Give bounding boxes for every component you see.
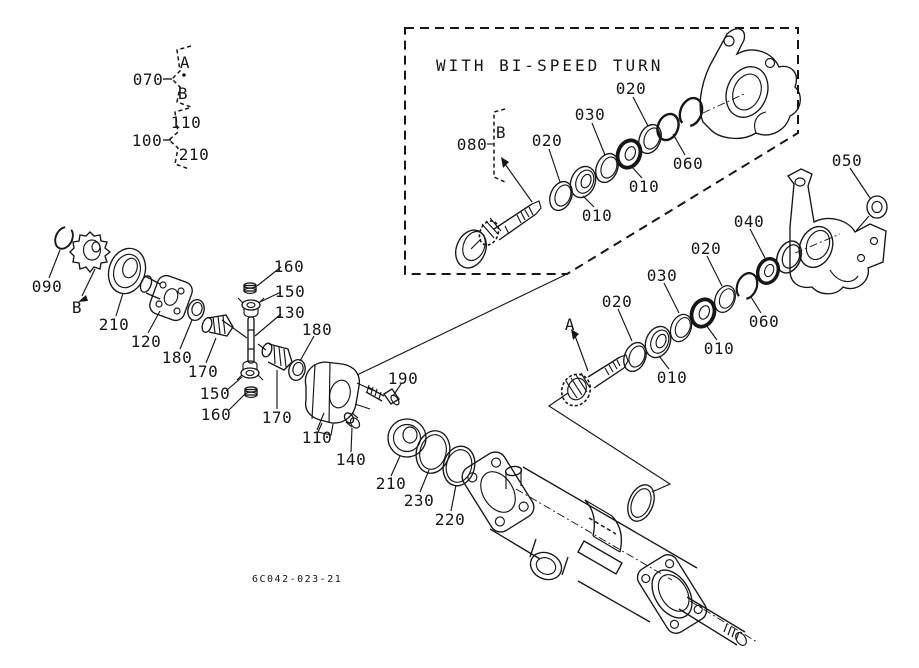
legend-ref-100: 100 [131, 131, 163, 150]
leader-140 [351, 428, 352, 452]
part-shim-inset [654, 111, 683, 144]
callout-190: 190 [387, 369, 419, 388]
part-pin-stack [237, 283, 264, 398]
leader-main-020-1 [618, 309, 632, 341]
leader-230 [420, 470, 429, 492]
callout-inset-010-2: 010 [628, 177, 660, 196]
leader-main-020-2 [707, 256, 722, 286]
pointer-inset-to-diff [357, 275, 565, 375]
leader-160-2 [228, 394, 245, 411]
axle-housing [458, 448, 757, 647]
leader-main-060 [751, 297, 761, 313]
housing-output-shaft [679, 597, 757, 647]
drawing-code: 6C042-023-21 [252, 574, 343, 585]
housing-front-flange [458, 448, 538, 536]
leader-inset-020-1 [549, 149, 560, 182]
callout-main-010-1: 010 [656, 368, 688, 387]
main-arrow-A-line [574, 333, 588, 371]
legend [132, 46, 209, 169]
callout-main-010-2: 010 [703, 339, 735, 358]
callout-main-020-1: 020 [601, 292, 633, 311]
callout-inset-010-1: 010 [581, 206, 613, 225]
callout-180-2: 180 [301, 320, 333, 339]
callout-main-020-2: 020 [690, 239, 722, 258]
part-gearcase-inset [700, 29, 800, 139]
part-spider-shaft-130 [248, 317, 254, 363]
legend-item-210: 210 [178, 145, 210, 164]
callout-inset-020-1: 020 [531, 131, 563, 150]
part-bispeed-gear-B [70, 232, 110, 272]
differential-train [32, 225, 565, 529]
callout-150-1: 150 [274, 282, 306, 301]
callout-left-B: B [71, 298, 83, 317]
housing-top-boss [505, 465, 522, 489]
callout-170-2: 170 [261, 408, 293, 427]
inset-title: WITH BI-SPEED TURN [436, 56, 664, 75]
housing-window-slot [578, 541, 622, 574]
part-snapring-090 [52, 225, 76, 252]
callout-180-1: 180 [161, 348, 193, 367]
callout-inset-060: 060 [672, 154, 704, 173]
callout-left-210: 210 [98, 315, 130, 334]
callout-left-110: 110 [301, 428, 333, 447]
callout-inset-020-2: 020 [615, 79, 647, 98]
part-side-gear-170-2 [260, 342, 292, 370]
part-seal-050 [867, 196, 887, 218]
inset-arrow-B-line [505, 164, 532, 202]
housing-tube-bottom [490, 529, 650, 622]
leader-main-040 [750, 229, 765, 258]
callout-130: 130 [274, 303, 306, 322]
callout-inset-B: B [495, 123, 507, 142]
part-retainer-150-bottom [237, 361, 263, 380]
callout-080: 080 [456, 135, 488, 154]
leader-180-1 [180, 320, 192, 349]
legend-item-B: B [177, 84, 189, 103]
part-nut-160-top [244, 283, 256, 294]
part-bevel-shaft-bispeed [450, 201, 541, 273]
part-retainer-150-top [238, 298, 264, 317]
part-nut-160-bottom [245, 387, 257, 398]
callout-090: 090 [31, 277, 63, 296]
leader-inset-030 [592, 123, 605, 155]
axis-line-spider [222, 320, 266, 350]
part-washer-180-2 [287, 358, 308, 382]
callout-210-2: 210 [375, 474, 407, 493]
leader-130 [255, 314, 281, 336]
legend-ref-070: 070 [132, 70, 164, 89]
leader-left-210 [116, 293, 123, 316]
callout-150-2: 150 [199, 384, 231, 403]
callout-120: 120 [130, 332, 162, 351]
callout-main-A: A [564, 315, 576, 334]
inset-bracket-080 [494, 109, 505, 182]
callout-inset-030: 030 [574, 105, 606, 124]
part-snapring-060-inset [676, 95, 706, 129]
main-assembly [549, 151, 887, 492]
part-diff-cover-120 [138, 273, 194, 323]
callout-140: 140 [335, 450, 367, 469]
legend-item-110: 110 [170, 113, 202, 132]
callout-220: 220 [434, 510, 466, 529]
leader-090 [49, 250, 60, 278]
callout-main-030: 030 [646, 266, 678, 285]
leader-main-050 [850, 168, 870, 198]
callout-main-050: 050 [831, 151, 863, 170]
callout-main-040: 040 [733, 212, 765, 231]
leader-170-1 [206, 338, 216, 363]
leader-180-2 [300, 336, 314, 361]
bispeed-inset [405, 28, 800, 274]
leader-main-010-2 [706, 325, 717, 340]
callout-230: 230 [403, 491, 435, 510]
leader-inset-060 [673, 134, 685, 155]
callout-160-2: 160 [200, 405, 232, 424]
housing-port-ring [623, 481, 659, 525]
inset-arrow-B-head [501, 157, 509, 168]
part-gearcase-main [788, 169, 886, 294]
part-bevel-shaft-A [557, 355, 628, 410]
leader-120 [148, 311, 160, 333]
legend-item-A: A [179, 53, 191, 72]
part-ring-230 [411, 427, 454, 477]
left-arrow-B-line [82, 269, 95, 296]
callout-170-1: 170 [187, 362, 219, 381]
part-bolt-190 [366, 385, 401, 406]
leader-220 [451, 485, 456, 511]
leader-main-030 [664, 283, 679, 313]
callout-main-060: 060 [748, 312, 780, 331]
leader-inset-020-2 [633, 97, 648, 126]
part-side-gear-170-1 [200, 315, 233, 336]
callout-160-1: 160 [273, 257, 305, 276]
legend-dot [182, 73, 186, 77]
pointer-shaft-to-housing [549, 393, 670, 492]
part-collar-020-inset [546, 178, 577, 214]
leader-210-2 [391, 456, 400, 476]
housing-bottom-boss [526, 539, 568, 585]
